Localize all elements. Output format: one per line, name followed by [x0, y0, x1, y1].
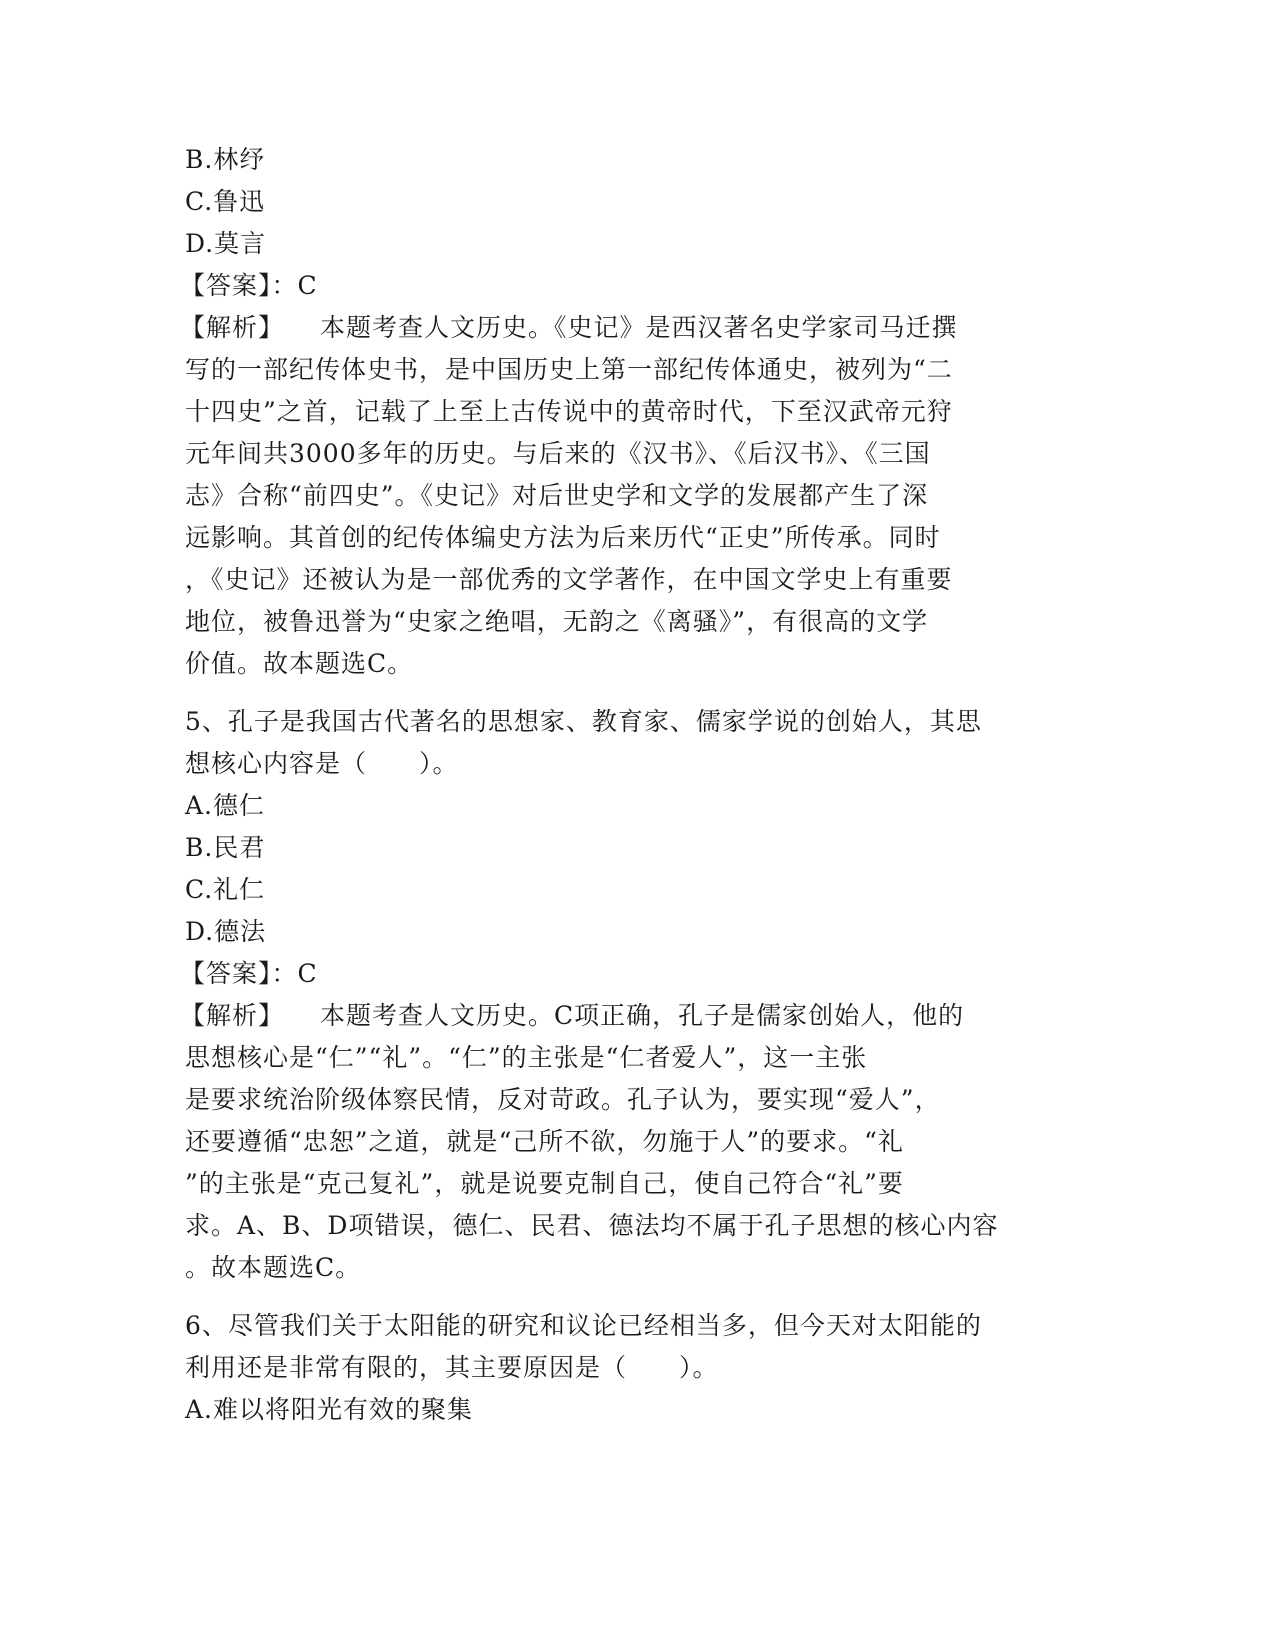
- q5-analysis-line: 本题考查人文历史。C项正确，孔子是儒家创始人，他的: [320, 1001, 965, 1030]
- q4-analysis-line: ，《史记》还被认为是一部优秀的文学著作，在中国文学史上有重要: [185, 565, 953, 594]
- q4-analysis-line: 写的一部纪传体史书，是中国历史上第一部纪传体通史，被列为“二: [185, 355, 953, 384]
- q5-option-b: B.民君: [185, 833, 266, 862]
- q4-analysis-line: 十四史”之首，记载了上至上古传说中的黄帝时代，下至汉武帝元狩: [185, 397, 953, 426]
- q4-analysis-line: 本题考查人文历史。《史记》是西汉著名史学家司马迁撰: [320, 313, 958, 342]
- q6-stem-line: 6、尽管我们关于太阳能的研究和议论已经相当多，但今天对太阳能的: [185, 1311, 982, 1340]
- q4-option-d: D.莫言: [185, 229, 267, 258]
- q5-analysis-line: 求。A、B、D项错误，德仁、民君、德法均不属于孔子思想的核心内容: [185, 1211, 999, 1240]
- q5-option-c: C.礼仁: [185, 875, 266, 904]
- q5-analysis-line: 是要求统治阶级体察民情，反对苛政。孔子认为，要实现“爱人”，: [185, 1085, 941, 1114]
- q4-analysis-label: 【解析】: [180, 313, 285, 342]
- q4-analysis-first-line: [180, 312, 958, 344]
- q6-option-a: A.难以将阳光有效的聚集: [185, 1395, 474, 1424]
- q5-analysis-label: 【解析】: [180, 1001, 285, 1030]
- q6-stem-line: 利用还是非常有限的，其主要原因是（ ）。: [185, 1353, 719, 1382]
- q5-option-d: D.德法: [185, 917, 267, 946]
- q5-answer: 【答案】：C: [180, 959, 318, 988]
- q5-option-a: A.德仁: [185, 791, 266, 820]
- q4-analysis-line: 志》合称“前四史”。《史记》对后世史学和文学的发展都产生了深: [185, 481, 929, 510]
- q4-analysis-line: 地位，被鲁迅誉为“史家之绝唱，无韵之《离骚》”，有很高的文学: [185, 607, 929, 636]
- q4-answer: 【答案】：C: [180, 271, 318, 300]
- q5-analysis-first-line: [180, 1000, 964, 1032]
- q4-analysis-line: 远影响。其首创的纪传体编史方法为后来历代“正史”所传承。同时: [185, 523, 941, 552]
- q4-option-c: C.鲁迅: [185, 187, 266, 216]
- q5-analysis-line: 。故本题选C。: [185, 1253, 362, 1282]
- q5-analysis-line: 思想核心是“仁”“礼”。“仁”的主张是“仁者爱人”，这一主张: [185, 1043, 868, 1072]
- q5-analysis-line: 还要遵循“忠恕”之道，就是“己所不欲，勿施于人”的要求。“礼: [185, 1127, 904, 1156]
- q4-analysis-line: 元年间共3000多年的历史。与后来的《汉书》、《后汉书》、《三国: [185, 439, 931, 468]
- q4-analysis-line: 价值。故本题选C。: [185, 649, 414, 678]
- q4-option-b: B.林纾: [185, 145, 266, 174]
- q5-stem-line: 想核心内容是（ ）。: [185, 749, 459, 778]
- q5-analysis-line: ”的主张是“克己复礼”，就是说要克制自己，使自己符合“礼”要: [185, 1169, 904, 1198]
- q5-stem-line: 5、孔子是我国古代著名的思想家、教育家、儒家学说的创始人，其思: [185, 707, 982, 736]
